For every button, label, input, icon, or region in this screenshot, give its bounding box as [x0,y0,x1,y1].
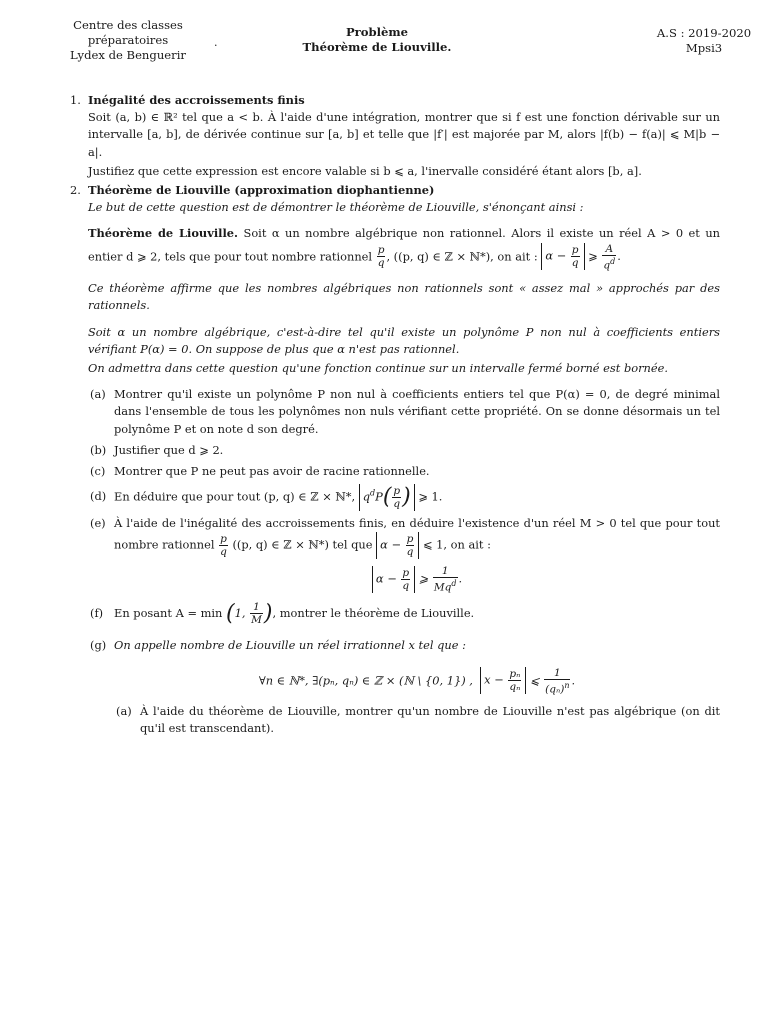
question-intro: Le but de cette question est de démontrer le théorème de Liouville, s'énonçant ainsi : [88,200,584,215]
subquestion-a [88,386,720,438]
academic-year: A.S : 2019-2020 [656,26,752,40]
subquestion-label: (a) [90,387,106,402]
theorem-statement [88,225,720,271]
subquestion-label: (f) [90,605,104,620]
question-1 [70,92,720,180]
fraction-p-over-q: $\frac{p}{q}$ [377,244,385,270]
year-header [656,26,752,56]
question-2 [70,182,720,737]
subquestion-d [88,484,720,511]
subquestion-c [88,463,720,480]
subquestion-text: À l'aide de l'inégalité des accroissements finis, en déduire l'existence d'un réel M > 0 tel que pour tout nombre rationnel [114,516,720,552]
school-name: Centre des classes préparatoires [73,18,183,47]
fraction-p-over-q: $\frac{p}{q}$ [220,533,227,559]
min-expression: (1, $\frac{1}{M}$ ) [226,600,273,627]
problem-body [70,92,720,741]
subquestion-label: (g) [90,638,107,653]
subquestion-text-2: ((p, q) ∈ ℤ × ℕ*) tel que [232,537,373,552]
header-dot: . [214,36,218,49]
admission-text: On admettra dans cette question qu'une fonction continue sur un intervalle fermé borné est bornée. [88,360,668,375]
subquestion-label: (c) [90,463,106,478]
question-number: 2. [70,183,81,198]
subquestion-g [88,637,720,737]
subquestion-text-3: ⩽ 1, on ait : [422,537,491,552]
question-heading: Inégalité des accroissements finis [88,93,305,107]
subquestion-label: (a) [116,704,132,719]
inequality-qdP: $q^dP$( $\frac{p}{q}$ ) [359,484,415,511]
formula-quantifiers: ∀n ∈ ℕ*, ∃(pₙ, qₙ) ∈ ℤ × (ℕ \ {0, 1}) , [258,672,473,687]
subquestion-label: (d) [90,489,107,504]
subquestion-label: (e) [90,516,106,531]
question-number: 1. [70,93,81,107]
question-text: Soit (a, b) ∈ ℝ² tel que a < b. À l'aide d'une intégration, montrer que si f est une fonction dérivable sur un intervalle [a, b], de dérivée continue sur [a, b] et telle que |f′| est majorée par M, alors |f(b) − f(a)| ⩽ M|b − a|. [88,110,720,159]
school-header [42,18,214,63]
theorem-inequality: ⩾ $\frac{A}{q^d}$ . [588,242,621,272]
subquestion-text: En posant A = min [114,605,223,620]
displayed-inequality: α − $\frac{p}{q}$ ⩾ $\frac{1}{Mq^d}$ . [114,565,720,594]
class-name: Mpsi3 [685,41,723,55]
title-line2: Théorème de Liouville. [302,40,452,54]
document-title [262,25,492,55]
subquestion-text: On appelle nombre de Liouville un réel irrationnel x tel que : [114,638,466,653]
subquestion-label: (b) [90,442,107,457]
question-text-2: Justifiez que cette expression est encore valable si b ⩽ a, l'inervalle considéré étant alors [b, a]. [88,163,642,178]
theorem-text-2: , ((p, q) ∈ ℤ × ℕ*), on ait : [386,248,538,263]
subquestion-b [88,442,720,459]
school-location: Lydex de Benguerir [70,48,186,62]
title-line1: Problème [345,25,409,39]
theorem-text-1: Soit α un nombre algébrique non rationnel. Alors il existe un réel A > 0 et un entier d ⩾ 2, tels que pour tout nombre rationnel [88,226,721,263]
subquestion-text: Montrer qu'il existe un polynôme P non nul à coefficients entiers tel que P(α) = 0, de degré minimal dans l'ensemble de tous les polynômes non nuls vérifiant cette propriété. On se donne désormais un tel polynôme P et on note d son degré. [114,387,720,436]
definition-text: Soit α un nombre algébrique, c'est-à-dire tel qu'il existe un polynôme P non nul à coefficients entiers vérifiant P(α) = 0. On suppose de plus que α n'est pas rationnel. [88,324,720,356]
subquestion-text: Justifier que d ⩾ 2. [114,442,224,457]
subquestion-text: Montrer que P ne peut pas avoir de racine rationnelle. [114,463,430,478]
subquestion-text: À l'aide du théorème de Liouville, montrer qu'un nombre de Liouville n'est pas algébrique (on dit qu'il est transcendant). [140,704,720,736]
theorem-label: Théorème de Liouville. [88,226,239,241]
subquestion-g-a [114,703,720,737]
theorem-inequality-abs: α − $\frac{p}{q}$ [541,243,584,270]
liouville-definition-formula: ∀n ∈ ℕ*, ∃(pₙ, qₙ) ∈ ℤ × (ℕ \ {0, 1}) , x − $\frac{\text{pₙ}}{\text{qₙ}}$ ⩽ $\frac{1}{(q_n)^n}$ . [258,666,576,696]
theorem-remark: Ce théorème affirme que les nombres algébriques non rationnels sont « assez mal » approchés par des rationnels. [88,281,720,313]
abs-alpha-minus-pq: α − $\frac{p}{q}$ [376,532,419,559]
question-heading: Théorème de Liouville (approximation diophantienne) [88,183,435,198]
subquestion-f [88,600,720,627]
subquestion-tail: ⩾ 1. [418,489,443,504]
subquestion-text-2: , montrer le théorème de Liouville. [272,605,475,620]
subquestion-e [88,515,720,594]
subquestion-text: En déduire que pour tout (p, q) ∈ ℤ × ℕ*, [114,489,356,504]
